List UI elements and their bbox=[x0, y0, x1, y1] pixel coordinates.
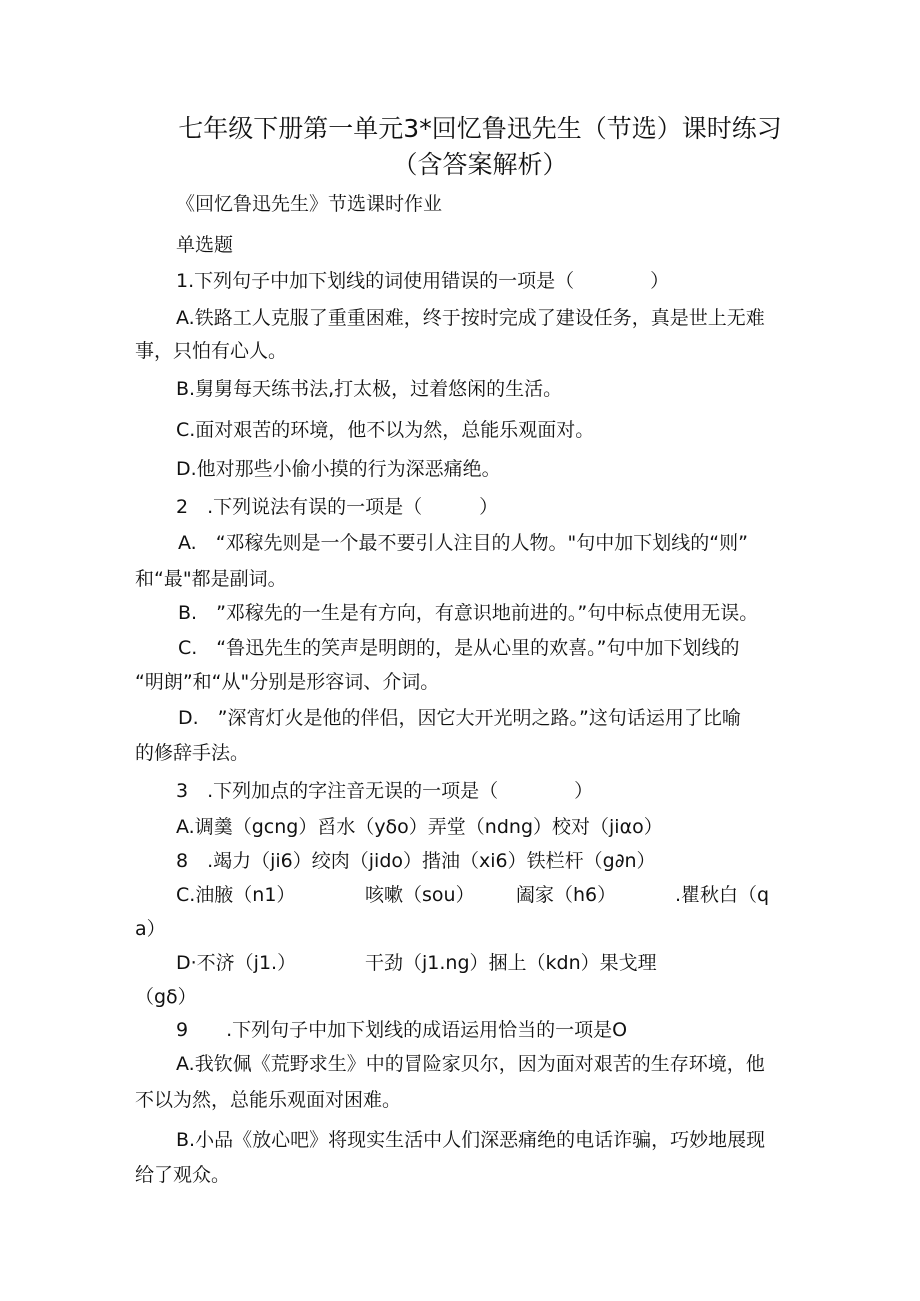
question-4-option-b: B.小品《放心吧》将现实生活中人们深恶痛绝的电话诈骗，巧妙地展现 bbox=[176, 1129, 766, 1151]
question-3-option-d-part-1: D·不济（j1.） bbox=[176, 952, 297, 974]
question-3-option-c-part-2: 咳嗽（sou） bbox=[365, 884, 475, 906]
question-1-option-b: B.舅舅每天练书法,打太极，过着悠闲的生活。 bbox=[176, 378, 563, 400]
question-4-option-b-continued: 给了观众。 bbox=[135, 1164, 231, 1186]
question-3-option-c-continued: a） bbox=[135, 918, 166, 940]
document-title-line-2: （含答案解析） bbox=[392, 150, 568, 179]
question-2-option-c-continued: “明朗”和“从"分别是形容词、介词。 bbox=[135, 671, 440, 693]
question-1-option-a: A.铁路工人克服了重重困难，终于按时完成了建设任务，真是世上无难 bbox=[176, 307, 765, 329]
question-4-stem: 9 .下列句子中加下划线的成语运用恰当的一项是O bbox=[176, 1019, 628, 1041]
question-2-option-b: B. ”邓稼先的一生是有方向，有意识地前进的。”句中标点使用无误。 bbox=[178, 602, 759, 624]
question-3-option-c-part-1: C.油腋（n1） bbox=[176, 884, 296, 906]
question-2-option-d-continued: 的修辞手法。 bbox=[135, 742, 250, 764]
question-3-option-d-continued: （gδ） bbox=[135, 986, 197, 1008]
document-subtitle: 《回忆鲁迅先生》节选课时作业 bbox=[176, 193, 443, 215]
question-3-option-a: A.调羹（gcng）舀水（yδo）弄堂（ndng）校对（jiαo） bbox=[176, 816, 663, 838]
question-4-option-a: A.我钦佩《荒野求生》中的冒险家贝尔，因为面对艰苦的生存环境，他 bbox=[176, 1053, 765, 1075]
question-3-option-c-part-4: .瞿秋白（q bbox=[675, 884, 770, 906]
question-1-stem: 1.下列句子中加下划线的词使用错误的一项是（ ） bbox=[176, 270, 670, 292]
question-2-option-a: A. “邓稼先则是一个最不要引人注目的人物。"句中加下划线的“则” bbox=[178, 532, 748, 554]
question-3-stem: 3 .下列加点的字注音无误的一项是（ ） bbox=[176, 780, 594, 802]
question-2-option-d: D. ”深宵灯火是他的伴侣，因它大开光明之路。”这句话运用了比喻 bbox=[178, 707, 741, 729]
question-2-option-c: C. “鲁迅先生的笑声是明朗的，是从心里的欢喜。”句中加下划线的 bbox=[178, 637, 740, 659]
question-2-option-a-continued: 和“最"都是副词。 bbox=[135, 568, 287, 590]
question-3-option-b: 8 .竭力（ji6）绞肉（jido）揩油（xi6）铁栏杆（g∂n） bbox=[176, 850, 656, 872]
section-heading: 单选题 bbox=[176, 234, 234, 256]
question-1-option-c: C.面对艰苦的环境，他不以为然，总能乐观面对。 bbox=[176, 419, 595, 441]
question-1-option-d: D.他对那些小偷小摸的行为深恶痛绝。 bbox=[176, 458, 501, 480]
document-title-line-1: 七年级下册第一单元3*回忆鲁迅先生（节选）课时练习 bbox=[178, 114, 782, 143]
question-3-option-d-part-2: 干劲（j1.ng）捆上（kdn）果戈理 bbox=[365, 952, 657, 974]
question-2-stem: 2 .下列说法有误的一项是（ ） bbox=[176, 496, 499, 518]
question-1-option-a-continued: 事，只怕有心人。 bbox=[135, 340, 288, 362]
question-3-option-c-part-3: 阖家（h6） bbox=[516, 884, 617, 906]
question-4-option-a-continued: 不以为然，总能乐观面对困难。 bbox=[135, 1089, 402, 1111]
